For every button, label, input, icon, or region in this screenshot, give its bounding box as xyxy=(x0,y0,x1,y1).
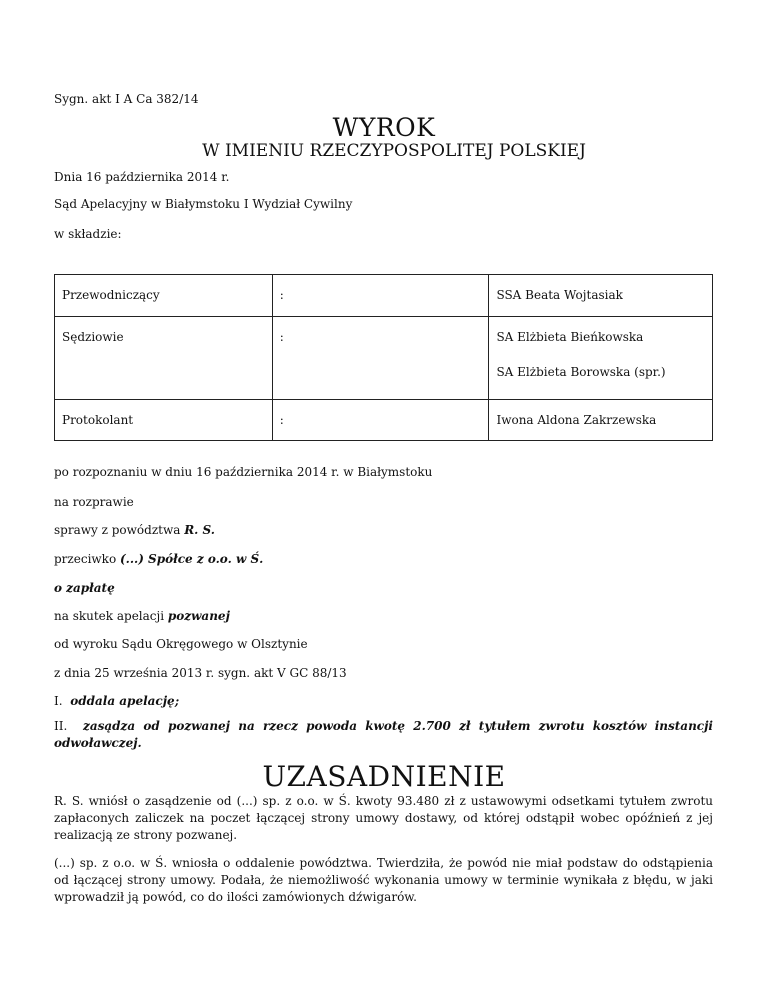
justification-heading: UZASADNIENIE xyxy=(262,760,506,793)
claim-subject: o zapłatę xyxy=(54,581,115,595)
separator: : xyxy=(279,330,284,344)
proceedings-line-5 xyxy=(54,580,115,596)
judgment-date: Dnia 16 października 2014 r. xyxy=(54,170,230,184)
document-subtitle: W IMIENIU RZECZYPOSPOLITEJ POLSKIEJ xyxy=(202,141,586,161)
composition-label: w składzie: xyxy=(54,227,122,241)
proceedings-line-2: na rozprawie xyxy=(54,495,134,509)
table-row xyxy=(55,275,713,317)
appellant: pozwanej xyxy=(167,609,230,623)
proceedings-line-8: z dnia 25 września 2013 r. sygn. akt V GC 88/13 xyxy=(54,666,347,680)
plaintiff-name: R. S. xyxy=(184,523,215,537)
verdict-item-1: I. oddala apelację; xyxy=(54,694,180,708)
proceedings-line-4: przeciwko (...) Spółce z o.o. w Ś. xyxy=(54,552,264,566)
court-name: Sąd Apelacyjny w Białymstoku I Wydział Cywilny xyxy=(54,197,353,211)
chairman-name: SSA Beata Wojtasiak xyxy=(496,288,623,302)
judge-name: SA Elżbieta Borowska (spr.) xyxy=(496,365,666,379)
proceedings-line-1: po rozpoznaniu w dniu 16 października 2014 r. w Białymstoku xyxy=(54,465,433,479)
composition-table xyxy=(54,274,713,441)
justification-paragraph-2: (...) sp. z o.o. w Ś. wniosła o oddalenie powództwa. Twierdziła, że powód nie miał podstaw do odstąpienia od łączącej strony umowy. Podała, że niemożliwość wykonania umowy w terminie wynikała z błędu, w jaki wprowadził ją powód, co do ilości zamówionych dźwigarów. xyxy=(54,856,713,904)
role-judges: Sędziowie xyxy=(62,330,124,344)
clerk-name: Iwona Aldona Zakrzewska xyxy=(496,413,657,427)
justification-paragraph-1: R. S. wniósł o zasądzenie od (...) sp. z o.o. w Ś. kwoty 93.480 zł z ustawowymi odsetkami tytułem zwrotu zapłaconych zaliczek na poczet łączącej strony umowy dostawy, od której odstąpił wobec opóźnień z jej realizacją ze strony pozwanej. xyxy=(54,794,713,842)
verdict-item-2: II. zasądza od pozwanej na rzecz powoda kwotę 2.700 zł tytułem zwrotu kosztów instancji odwoławczej. xyxy=(54,719,713,750)
table-row xyxy=(55,400,713,441)
document-title: WYROK xyxy=(332,113,436,142)
proceedings-line-7: od wyroku Sądu Okręgowego w Olsztynie xyxy=(54,637,308,651)
role-chairman: Przewodniczący xyxy=(62,288,160,302)
separator: : xyxy=(279,288,284,302)
defendant-name: (...) Spółce z o.o. w Ś. xyxy=(119,552,264,566)
case-signature: Sygn. akt I A Ca 382/14 xyxy=(54,92,199,106)
table-row xyxy=(55,317,713,400)
role-clerk: Protokolant xyxy=(62,413,134,427)
proceedings-line-3: sprawy z powództwa R. S. xyxy=(54,523,215,537)
judge-name: SA Elżbieta Bieńkowska xyxy=(496,330,644,344)
proceedings-line-6: na skutek apelacji pozwanej xyxy=(54,609,230,623)
separator: : xyxy=(279,413,284,427)
